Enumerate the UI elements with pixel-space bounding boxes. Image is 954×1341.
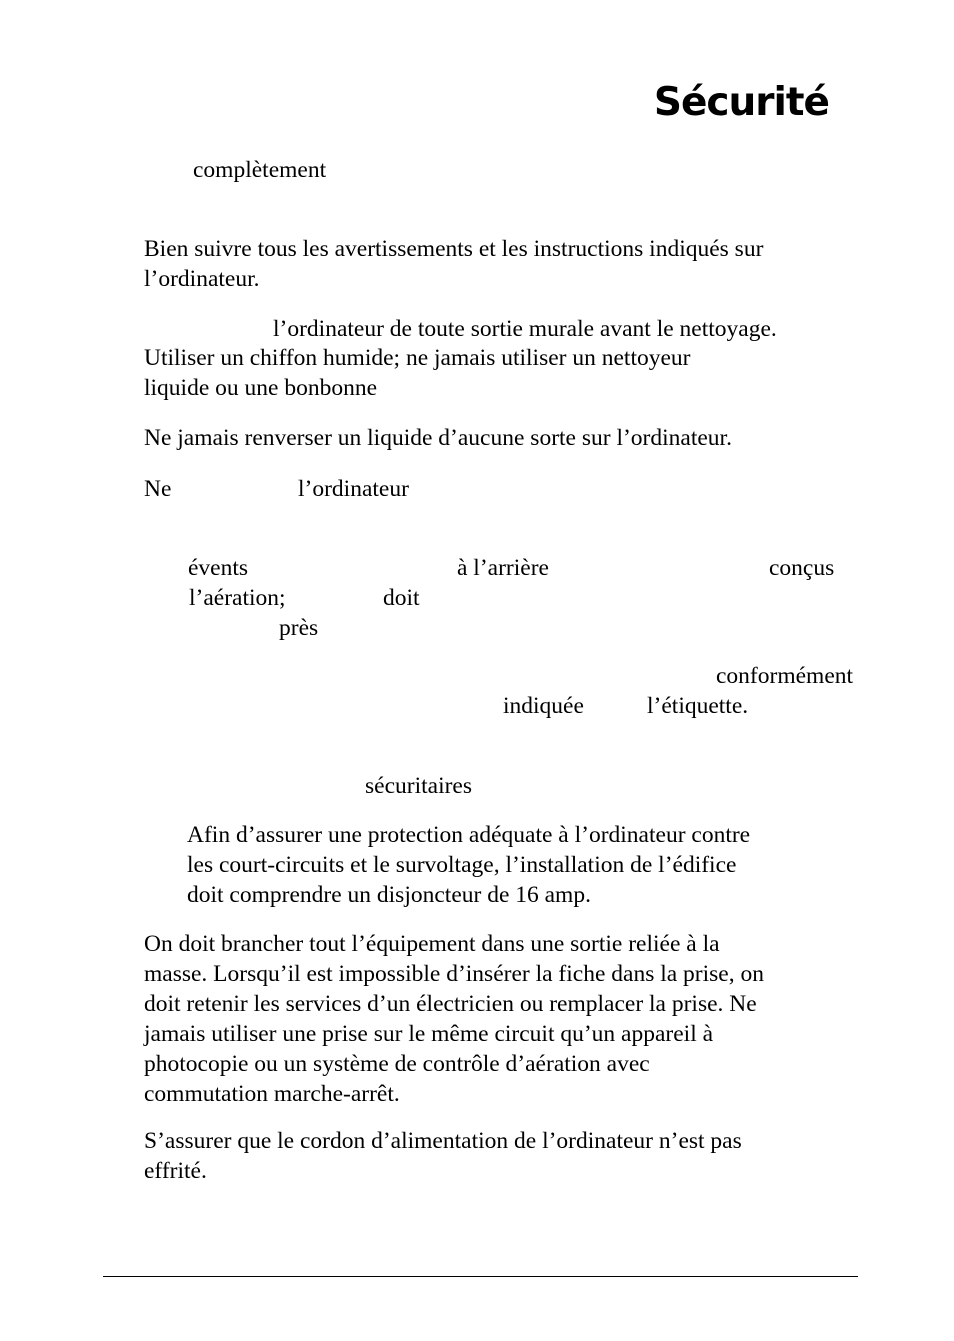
paragraph-nettoyage [144, 343, 690, 403]
fragment-conformement: conformément [716, 663, 854, 689]
fragment-ne: Ne [144, 476, 172, 502]
text-line: effrité. [144, 1158, 207, 1184]
text-line: Bien suivre tous les avertissements et les instructions indiqués sur [144, 236, 764, 262]
text-line: commutation marche-arrêt. [144, 1081, 400, 1107]
fragment-a-l-arriere: à l’arrière [457, 555, 549, 581]
fragment-securitaires: sécuritaires [365, 773, 473, 799]
paragraph-cordon [144, 1126, 742, 1186]
text-line: doit comprendre un disjoncteur de 16 amp. [187, 882, 591, 908]
text-line: On doit brancher tout l’équipement dans une sortie reliée à la [144, 931, 720, 957]
paragraph-liquide [144, 423, 732, 453]
fragment-events: évents [188, 555, 249, 581]
fragment-concus: conçus [769, 555, 835, 581]
fragment-indiquee: indiquée [503, 693, 584, 719]
paragraph-disjoncteur [187, 820, 750, 910]
text-line: Ne jamais renverser un liquide d’aucune sorte sur l’ordinateur. [144, 425, 732, 451]
paragraph-masse [144, 929, 764, 1109]
text-line: Utiliser un chiffon humide; ne jamais utiliser un nettoyeur [144, 345, 691, 371]
text-line: liquide ou une bonbonne [144, 375, 378, 401]
paragraph-avertissements [144, 234, 763, 294]
text-line: masse. Lorsqu’il est impossible d’insérer la fiche dans la prise, on [144, 961, 764, 987]
page-title: Sécurité [653, 80, 829, 125]
text-line: doit retenir les services d’un électricien ou remplacer la prise. Ne [144, 991, 757, 1017]
fragment-doit: doit [383, 585, 420, 611]
text-line: les court-circuits et le survoltage, l’installation de l’édifice [187, 852, 737, 878]
text-line: S’assurer que le cordon d’alimentation de l’ordinateur n’est pas [144, 1128, 742, 1154]
fragment-completement: complètement [193, 157, 327, 183]
footer-divider [103, 1276, 858, 1277]
text-line: jamais utiliser une prise sur le même circuit qu’un appareil à [144, 1021, 714, 1047]
text-line: l’ordinateur. [144, 266, 260, 292]
fragment-l-ordinateur: l’ordinateur [298, 476, 409, 502]
fragment-l-etiquette: l’étiquette. [647, 693, 749, 719]
fragment-ordinateur-sortie: l’ordinateur de toute sortie murale avant le nettoyage. [273, 316, 777, 342]
text-line: Afin d’assurer une protection adéquate à l’ordinateur contre [187, 822, 751, 848]
text-line: photocopie ou un système de contrôle d’aération avec [144, 1051, 650, 1077]
fragment-l-aeration: l’aération; [189, 585, 286, 611]
fragment-pres: près [279, 615, 319, 641]
